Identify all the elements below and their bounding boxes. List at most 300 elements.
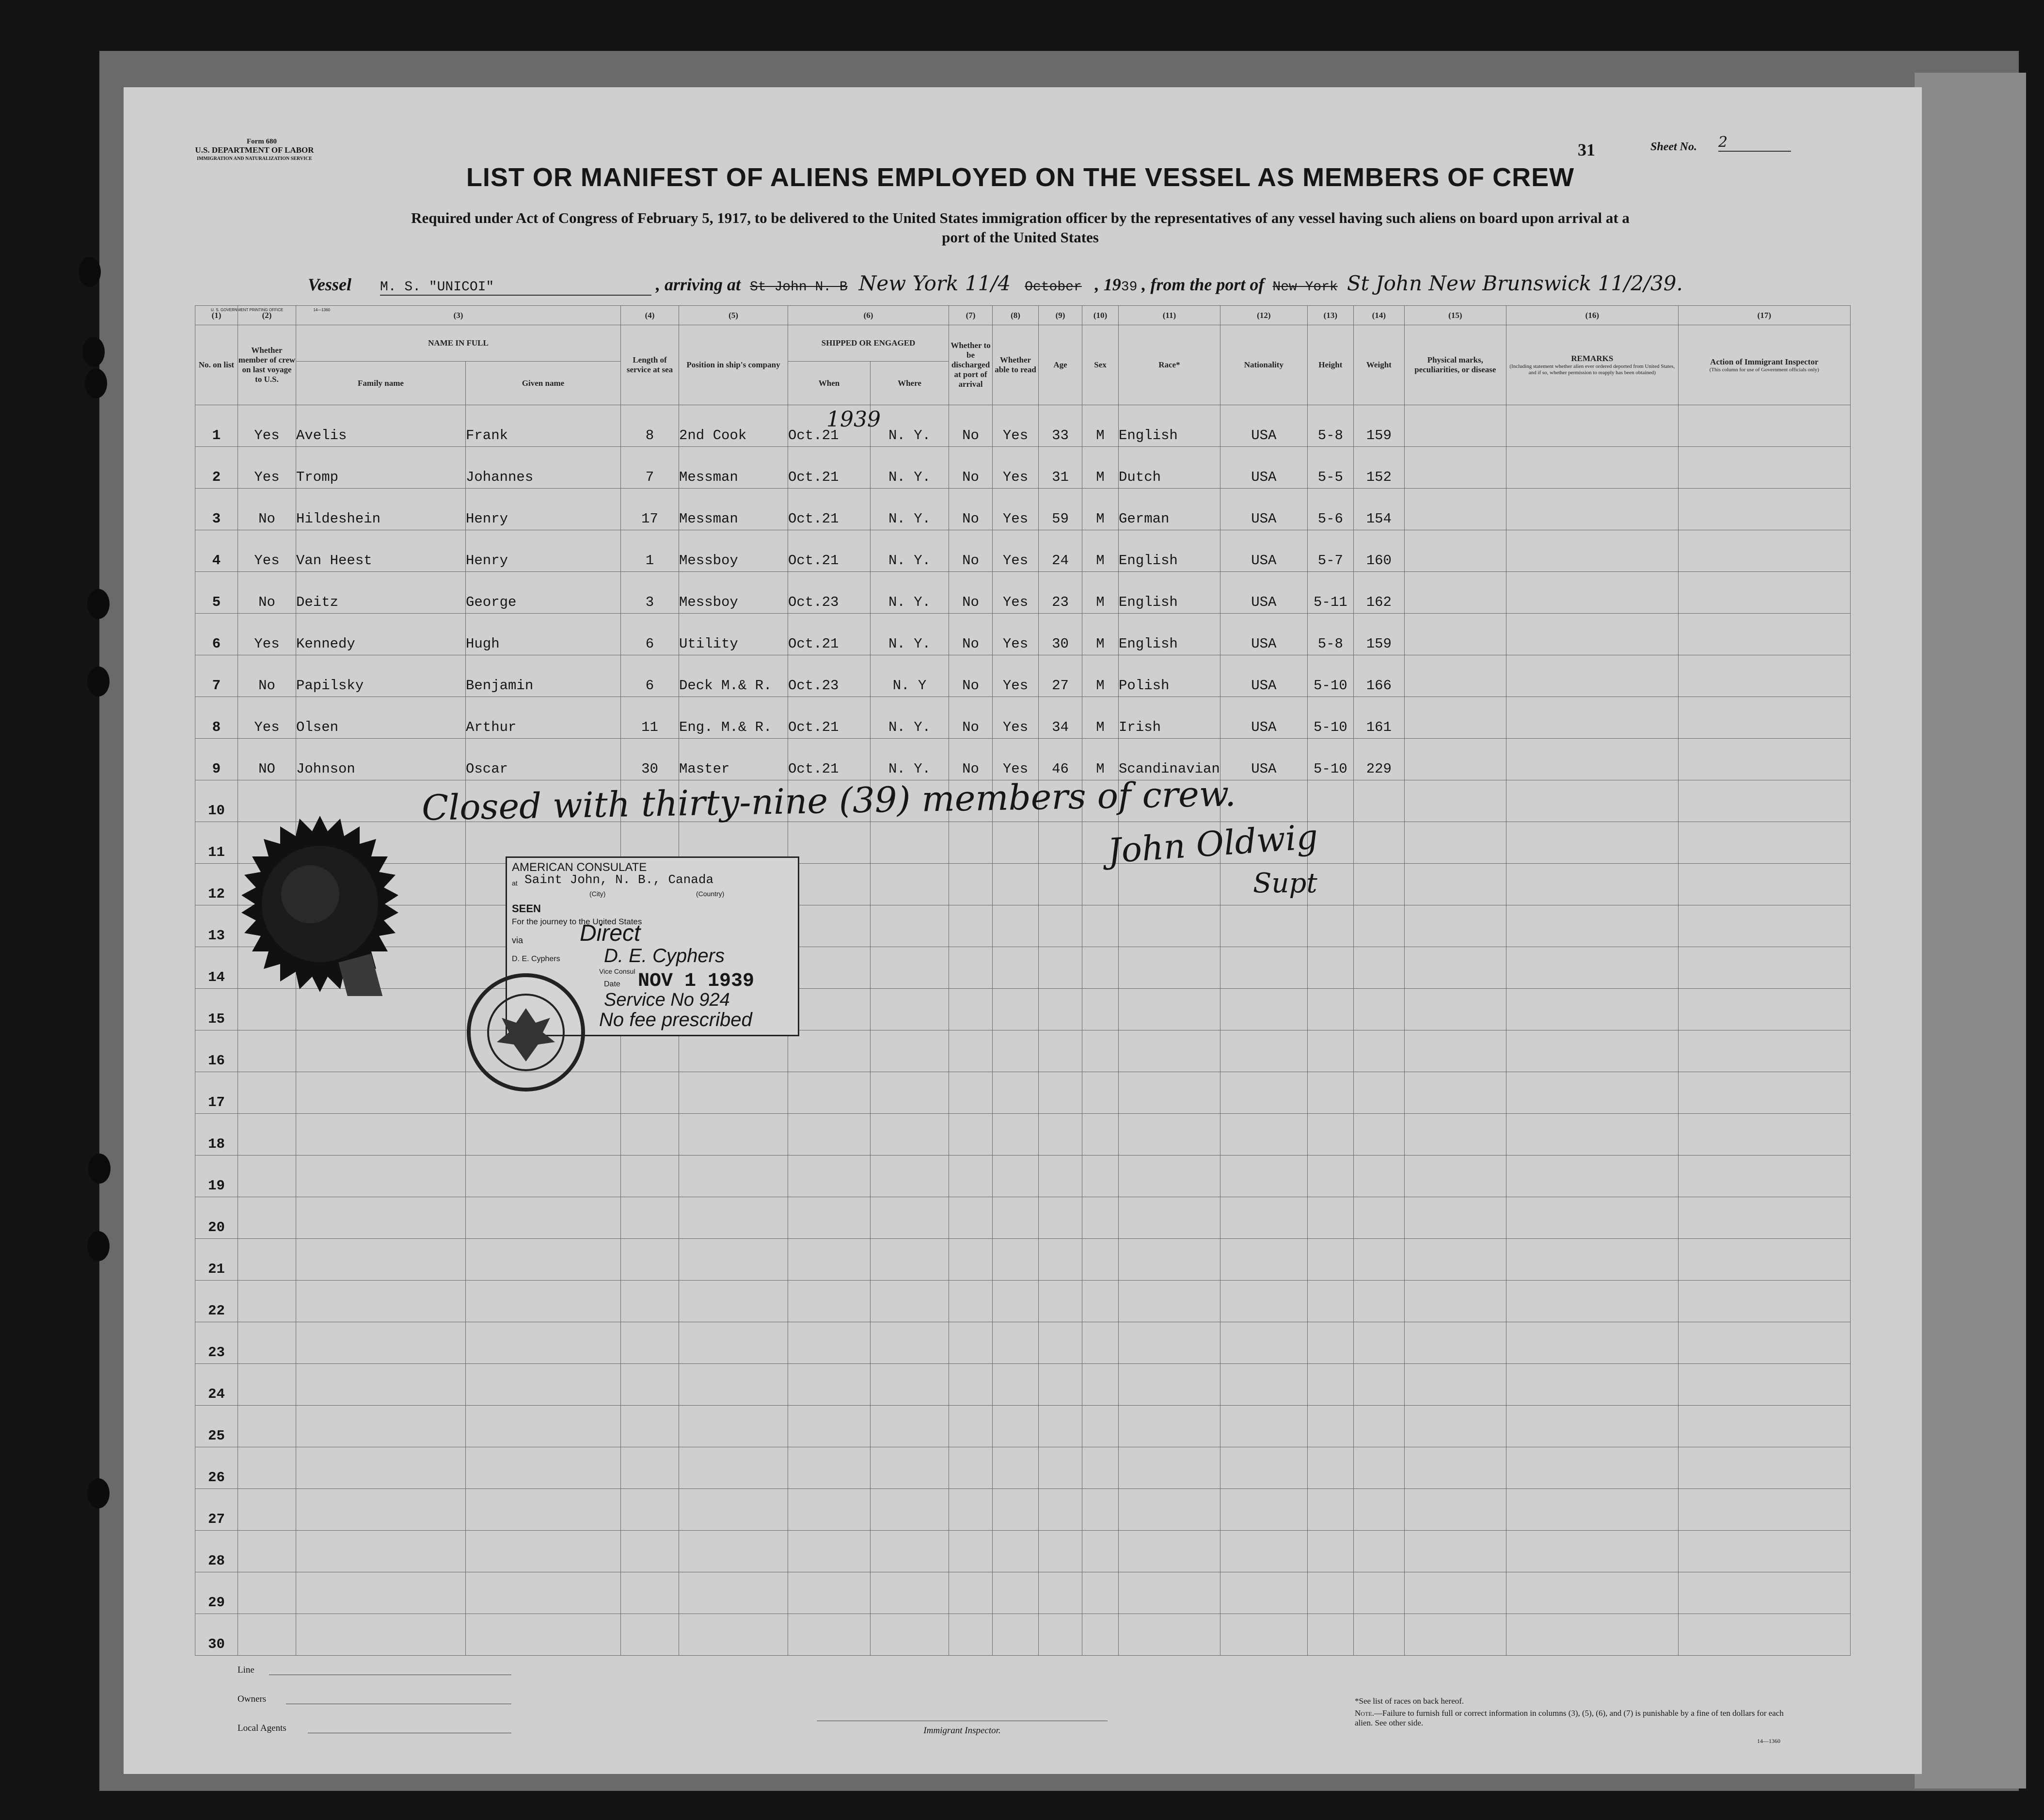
table-row-empty xyxy=(195,864,1851,905)
footer-form-code: 14—1360 xyxy=(1757,1738,1780,1744)
cell-empty xyxy=(1220,1572,1307,1614)
cell-empty xyxy=(466,1114,621,1155)
cell-empty xyxy=(1678,530,1850,572)
cell-row-number: 27 xyxy=(195,1489,238,1531)
cell-empty xyxy=(871,1072,949,1114)
cell-empty xyxy=(296,1072,466,1114)
cell-able-to-read: Yes xyxy=(993,614,1039,655)
cell-empty xyxy=(993,864,1039,905)
cell-previous-voyage: No xyxy=(238,489,296,530)
cell-empty xyxy=(1039,1406,1082,1447)
col-name-in-full: NAME IN FULL xyxy=(296,325,621,362)
cell-empty xyxy=(1506,1572,1678,1614)
cell-empty xyxy=(871,947,949,989)
table-row-empty xyxy=(195,1155,1851,1197)
sheet-number: 31 xyxy=(1578,140,1595,159)
cell-row-number: 13 xyxy=(195,905,238,947)
cell-empty xyxy=(1678,405,1850,447)
cell-empty xyxy=(993,1406,1039,1447)
cell-empty xyxy=(1353,1364,1404,1406)
table-row-empty xyxy=(195,1447,1851,1489)
cell-shipped-when: Oct.21 xyxy=(788,489,871,530)
cell-able-to-read: Yes xyxy=(993,697,1039,739)
cell-empty xyxy=(679,1281,788,1322)
cell-position: Messman xyxy=(679,489,788,530)
cell-given-name: Arthur xyxy=(466,697,621,739)
cell-race: German xyxy=(1119,489,1220,530)
col-physical-marks: Physical marks, peculiarities, or disease xyxy=(1404,325,1506,405)
cell-nationality: USA xyxy=(1220,530,1307,572)
cell-empty xyxy=(1220,1489,1307,1531)
cell-empty xyxy=(1307,1114,1353,1155)
cell-empty xyxy=(466,1406,621,1447)
cell-empty xyxy=(993,1447,1039,1489)
cell-empty xyxy=(1119,905,1220,947)
cell-empty xyxy=(993,989,1039,1030)
cell-empty xyxy=(679,1114,788,1155)
stamp-service-number: Service No 924 xyxy=(604,990,730,1010)
cell-empty xyxy=(679,1447,788,1489)
cell-empty xyxy=(993,1614,1039,1656)
table-row-empty xyxy=(195,1572,1851,1614)
col-weight: Weight xyxy=(1353,325,1404,405)
subtitle-line-2: port of the United States xyxy=(942,229,1099,246)
cell-length-of-service: 6 xyxy=(621,614,679,655)
cell-empty xyxy=(1119,1406,1220,1447)
cell-row-number: 15 xyxy=(195,989,238,1030)
cell-empty xyxy=(1678,1239,1850,1281)
cell-empty xyxy=(296,1322,466,1364)
cell-shipped-where: N. Y. xyxy=(871,739,949,780)
cell-empty xyxy=(238,1322,296,1364)
cell-empty xyxy=(871,905,949,947)
cell-row-number: 1 xyxy=(195,405,238,447)
col-2-num: (2) xyxy=(238,306,296,325)
col-family-name: Family name xyxy=(296,362,466,405)
cell-empty xyxy=(1119,1322,1220,1364)
cell-empty xyxy=(1506,1155,1678,1197)
cell-discharged: No xyxy=(949,572,993,614)
arriving-port-handwritten: New York 11/4 xyxy=(858,271,1011,295)
cell-row-number: 6 xyxy=(195,614,238,655)
cell-length-of-service: 30 xyxy=(621,739,679,780)
cell-position: Messman xyxy=(679,447,788,489)
signature-title: Supt xyxy=(1253,868,1317,899)
year-note: 1939 xyxy=(826,407,881,432)
cell-empty xyxy=(1404,1489,1506,1531)
cell-weight: 152 xyxy=(1353,447,1404,489)
cell-empty xyxy=(1082,905,1119,947)
cell-empty xyxy=(621,1489,679,1531)
cell-given-name: George xyxy=(466,572,621,614)
cell-family-name: Avelis xyxy=(296,405,466,447)
cell-shipped-when: Oct.23 xyxy=(788,655,871,697)
cell-empty xyxy=(1082,1406,1119,1447)
cell-family-name: Van Heest xyxy=(296,530,466,572)
cell-empty xyxy=(1678,1364,1850,1406)
cell-empty xyxy=(679,1197,788,1239)
col-15-num: (15) xyxy=(1404,306,1506,325)
cell-row-number: 2 xyxy=(195,447,238,489)
cell-row-number: 16 xyxy=(195,1030,238,1072)
cell-empty xyxy=(949,1364,993,1406)
stamp-officer: D. E. Cyphers xyxy=(512,955,560,963)
service-name: IMMIGRATION AND NATURALIZATION SERVICE xyxy=(197,156,312,161)
cell-empty xyxy=(621,1364,679,1406)
cell-empty xyxy=(1353,1155,1404,1197)
cell-empty xyxy=(993,1489,1039,1531)
cell-empty xyxy=(1404,1030,1506,1072)
footer-races-note: *See list of races on back hereof. xyxy=(1355,1696,1464,1706)
stamp-via-label: via xyxy=(512,935,523,945)
cell-nationality: USA xyxy=(1220,739,1307,780)
cell-empty xyxy=(788,947,871,989)
cell-height: 5-10 xyxy=(1307,739,1353,780)
table-row xyxy=(195,405,1851,447)
binder-hole xyxy=(87,1231,110,1261)
cell-empty xyxy=(1353,1114,1404,1155)
table-row-empty xyxy=(195,822,1851,864)
cell-family-name: Tromp xyxy=(296,447,466,489)
col-9-num: (9) xyxy=(1039,306,1082,325)
cell-empty xyxy=(949,864,993,905)
cell-empty xyxy=(1353,1072,1404,1114)
cell-shipped-where: N. Y. xyxy=(871,530,949,572)
cell-row-number: 21 xyxy=(195,1239,238,1281)
backing-sheet-edge xyxy=(1915,73,2026,1788)
cell-empty xyxy=(1119,864,1220,905)
cell-length-of-service: 8 xyxy=(621,405,679,447)
col-previous-voyage: Whether member of crew on last voyage to U.S. xyxy=(238,325,296,405)
cell-empty xyxy=(1404,1072,1506,1114)
cell-row-number: 14 xyxy=(195,947,238,989)
cell-position: Utility xyxy=(679,614,788,655)
footer-penalty-note xyxy=(1355,1709,1791,1728)
cell-given-name: Hugh xyxy=(466,614,621,655)
vessel-label: Vessel xyxy=(308,275,351,294)
table-row-empty xyxy=(195,1030,1851,1072)
cell-empty xyxy=(1307,1447,1353,1489)
col-6-num: (6) xyxy=(788,306,949,325)
cell-empty xyxy=(1678,1322,1850,1364)
cell-empty xyxy=(993,1114,1039,1155)
cell-previous-voyage: No xyxy=(238,655,296,697)
cell-empty xyxy=(1039,947,1082,989)
cell-empty xyxy=(679,1406,788,1447)
cell-empty xyxy=(1678,1489,1850,1531)
cell-empty xyxy=(238,1406,296,1447)
cell-empty xyxy=(296,1406,466,1447)
cell-empty xyxy=(1506,489,1678,530)
form-title: LIST OR MANIFEST OF ALIENS EMPLOYED ON THE VESSEL AS MEMBERS OF CREW xyxy=(466,163,1575,192)
cell-empty xyxy=(679,1322,788,1364)
cell-race: English xyxy=(1119,572,1220,614)
cell-empty xyxy=(1506,1614,1678,1656)
cell-empty xyxy=(871,1572,949,1614)
cell-shipped-where: N. Y. xyxy=(871,572,949,614)
stamp-officer-signature: D. E. Cyphers xyxy=(604,945,725,966)
cell-empty xyxy=(1506,1197,1678,1239)
cell-weight: 159 xyxy=(1353,405,1404,447)
cell-race: English xyxy=(1119,530,1220,572)
cell-empty xyxy=(993,1072,1039,1114)
cell-empty xyxy=(1082,1072,1119,1114)
table-row-empty xyxy=(195,1197,1851,1239)
cell-empty xyxy=(1678,1447,1850,1489)
cell-empty xyxy=(993,1322,1039,1364)
stamp-via-route: Direct xyxy=(580,920,641,946)
cell-empty xyxy=(1404,572,1506,614)
cell-empty xyxy=(1082,1281,1119,1322)
cell-empty xyxy=(1039,1364,1082,1406)
cell-row-number: 25 xyxy=(195,1406,238,1447)
cell-empty xyxy=(788,1406,871,1447)
cell-empty xyxy=(1082,1447,1119,1489)
cell-empty xyxy=(871,1614,949,1656)
cell-shipped-where: N. Y. xyxy=(871,447,949,489)
cell-position: Messboy xyxy=(679,572,788,614)
cell-empty xyxy=(1506,1114,1678,1155)
cell-empty xyxy=(949,1406,993,1447)
table-row-empty xyxy=(195,1281,1851,1322)
cell-empty xyxy=(788,1155,871,1197)
cell-empty xyxy=(871,1322,949,1364)
stamp-journey: For the journey to the United States xyxy=(512,917,642,926)
cell-empty xyxy=(1404,1114,1506,1155)
cell-sex: M xyxy=(1082,697,1119,739)
cell-empty xyxy=(1220,905,1307,947)
footer-inspector-label: Immigrant Inspector. xyxy=(923,1725,1001,1736)
cell-nationality: USA xyxy=(1220,697,1307,739)
cell-family-name: Deitz xyxy=(296,572,466,614)
cell-empty xyxy=(296,1197,466,1239)
cell-empty xyxy=(1220,1531,1307,1572)
cell-empty xyxy=(1307,1406,1353,1447)
cell-empty xyxy=(238,1030,296,1072)
cell-empty xyxy=(871,1531,949,1572)
cell-race: Polish xyxy=(1119,655,1220,697)
cell-empty xyxy=(621,1322,679,1364)
cell-empty xyxy=(1404,1614,1506,1656)
cell-empty xyxy=(1307,905,1353,947)
cell-empty xyxy=(788,1489,871,1531)
cell-able-to-read: Yes xyxy=(993,739,1039,780)
cell-row-number: 3 xyxy=(195,489,238,530)
cell-empty xyxy=(621,1406,679,1447)
cell-empty xyxy=(871,864,949,905)
cell-given-name: Henry xyxy=(466,489,621,530)
cell-empty xyxy=(621,1072,679,1114)
cell-age: 31 xyxy=(1039,447,1082,489)
cell-discharged: No xyxy=(949,489,993,530)
cell-empty xyxy=(871,1406,949,1447)
cell-empty xyxy=(1082,1364,1119,1406)
cell-empty xyxy=(296,1489,466,1531)
printing-code: 14—1360 xyxy=(313,308,331,312)
cell-discharged: No xyxy=(949,655,993,697)
cell-empty xyxy=(1307,1489,1353,1531)
cell-empty xyxy=(1404,614,1506,655)
cell-empty xyxy=(1678,989,1850,1030)
cell-race: Irish xyxy=(1119,697,1220,739)
cell-shipped-when: Oct.23 xyxy=(788,572,871,614)
cell-empty xyxy=(1404,1406,1506,1447)
cell-empty xyxy=(1404,405,1506,447)
cell-empty xyxy=(1307,780,1353,822)
cell-empty xyxy=(1678,905,1850,947)
table-row xyxy=(195,614,1851,655)
cell-empty xyxy=(1039,1447,1082,1489)
cell-empty xyxy=(296,1364,466,1406)
cell-empty xyxy=(1307,1364,1353,1406)
cell-empty xyxy=(1506,905,1678,947)
vessel-line xyxy=(308,271,1683,296)
cell-empty xyxy=(296,1531,466,1572)
cell-shipped-where: N. Y. xyxy=(871,489,949,530)
col-shipped-engaged: SHIPPED OR ENGAGED xyxy=(788,325,949,362)
from-label: , from the port of xyxy=(1141,275,1265,294)
cell-empty xyxy=(466,1447,621,1489)
signature: John Oldwig xyxy=(1106,816,1319,871)
cell-weight: 160 xyxy=(1353,530,1404,572)
col-12-num: (12) xyxy=(1220,306,1307,325)
cell-height: 5-11 xyxy=(1307,572,1353,614)
cell-shipped-where: N. Y. xyxy=(871,614,949,655)
cell-empty xyxy=(1307,1614,1353,1656)
cell-nationality: USA xyxy=(1220,447,1307,489)
cell-given-name: Oscar xyxy=(466,739,621,780)
cell-empty xyxy=(238,1197,296,1239)
cell-empty xyxy=(1119,989,1220,1030)
cell-empty xyxy=(1404,905,1506,947)
cell-empty xyxy=(466,1155,621,1197)
cell-age: 27 xyxy=(1039,655,1082,697)
cell-nationality: USA xyxy=(1220,405,1307,447)
cell-empty xyxy=(238,1447,296,1489)
wax-seal-icon xyxy=(228,812,412,996)
cell-empty xyxy=(1119,1072,1220,1114)
col-when: When xyxy=(788,362,871,405)
table-row xyxy=(195,447,1851,489)
cell-empty xyxy=(238,1155,296,1197)
binder-hole xyxy=(85,368,107,398)
cell-empty xyxy=(788,1614,871,1656)
cell-shipped-where: N. Y. xyxy=(871,697,949,739)
cell-empty xyxy=(238,1239,296,1281)
cell-row-number: 26 xyxy=(195,1447,238,1489)
subtitle-line-1: Required under Act of Congress of February 5, 1917, to be delivered to the United States immigration officer by the representatives of any vessel having such aliens on board upon arrival at a xyxy=(411,209,1630,226)
cell-empty xyxy=(1678,1114,1850,1155)
cell-empty xyxy=(1506,1281,1678,1322)
cell-empty xyxy=(621,1614,679,1656)
cell-empty xyxy=(1404,1197,1506,1239)
col-no-on-list: No. on list xyxy=(195,325,238,405)
cell-empty xyxy=(679,1030,788,1072)
cell-race: Dutch xyxy=(1119,447,1220,489)
cell-empty xyxy=(1678,614,1850,655)
cell-empty xyxy=(1039,905,1082,947)
cell-discharged: No xyxy=(949,697,993,739)
cell-empty xyxy=(1678,822,1850,864)
stamp-date: NOV 1 1939 xyxy=(638,970,755,992)
cell-empty xyxy=(1220,1030,1307,1072)
cell-able-to-read: Yes xyxy=(993,405,1039,447)
cell-able-to-read: Yes xyxy=(993,447,1039,489)
cell-row-number: 19 xyxy=(195,1155,238,1197)
cell-empty xyxy=(1678,1197,1850,1239)
cell-empty xyxy=(1039,1531,1082,1572)
cell-height: 5-10 xyxy=(1307,655,1353,697)
cell-previous-voyage: Yes xyxy=(238,447,296,489)
cell-empty xyxy=(871,1114,949,1155)
cell-empty xyxy=(949,947,993,989)
cell-empty xyxy=(1082,989,1119,1030)
cell-discharged: No xyxy=(949,447,993,489)
cell-empty xyxy=(1404,447,1506,489)
cell-row-number: 10 xyxy=(195,780,238,822)
cell-row-number: 28 xyxy=(195,1531,238,1572)
cell-empty xyxy=(621,1572,679,1614)
stamp-date-label: Date xyxy=(604,980,620,988)
table-row xyxy=(195,530,1851,572)
cell-empty xyxy=(1678,1572,1850,1614)
cell-empty xyxy=(1082,1572,1119,1614)
col-3-num: (3) xyxy=(296,306,621,325)
cell-row-number: 18 xyxy=(195,1114,238,1155)
cell-empty xyxy=(1039,1572,1082,1614)
cell-empty xyxy=(1678,780,1850,822)
cell-empty xyxy=(1220,1072,1307,1114)
cell-empty xyxy=(1353,1322,1404,1364)
cell-empty xyxy=(621,1030,679,1072)
cell-empty xyxy=(1678,1072,1850,1114)
table-row-empty xyxy=(195,1364,1851,1406)
cell-empty xyxy=(1404,1447,1506,1489)
cell-empty xyxy=(1082,1239,1119,1281)
cell-empty xyxy=(1082,1155,1119,1197)
cell-shipped-where: N. Y xyxy=(871,655,949,697)
cell-empty xyxy=(1353,1197,1404,1239)
remarks-note: (Including statement whether alien ever ordered deported from United States, and if so, whether permission to reapply has been obtained) xyxy=(1509,364,1675,376)
cell-empty xyxy=(1353,1030,1404,1072)
cell-empty xyxy=(993,947,1039,989)
form-number: Form 680 xyxy=(246,138,277,145)
cell-height: 5-7 xyxy=(1307,530,1353,572)
cell-empty xyxy=(1353,1572,1404,1614)
cell-empty xyxy=(238,1572,296,1614)
cell-empty xyxy=(1353,1281,1404,1322)
table-row xyxy=(195,739,1851,780)
cell-age: 23 xyxy=(1039,572,1082,614)
cell-empty xyxy=(871,1197,949,1239)
cell-row-number: 23 xyxy=(195,1322,238,1364)
cell-empty xyxy=(1506,989,1678,1030)
cell-empty xyxy=(949,1281,993,1322)
cell-empty xyxy=(1082,1531,1119,1572)
cell-row-number: 29 xyxy=(195,1572,238,1614)
col-7-num: (7) xyxy=(949,306,993,325)
cell-empty xyxy=(466,1197,621,1239)
cell-row-number: 4 xyxy=(195,530,238,572)
year-prefix: , 19 xyxy=(1094,275,1121,294)
cell-empty xyxy=(621,1239,679,1281)
cell-given-name: Johannes xyxy=(466,447,621,489)
sheet-label: Sheet No. xyxy=(1650,141,1697,153)
col-age: Age xyxy=(1039,325,1082,405)
cell-empty xyxy=(1039,1072,1082,1114)
cell-empty xyxy=(871,1155,949,1197)
cell-row-number: 30 xyxy=(195,1614,238,1656)
